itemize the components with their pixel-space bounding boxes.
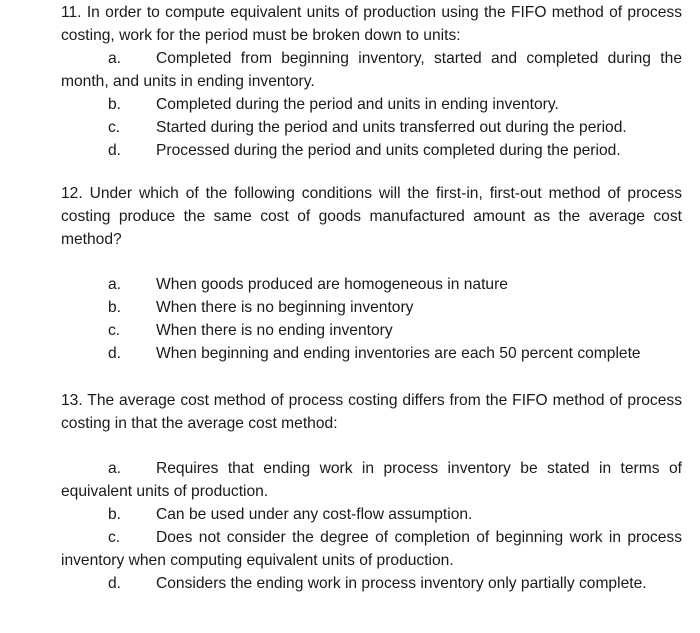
option-text: Completed during the period and units in ending inventory. — [156, 96, 559, 113]
question-12 — [61, 182, 682, 251]
option-text: When beginning and ending inventories are each 50 percent complete — [156, 345, 641, 362]
option-text: When there is no ending inventory — [156, 322, 393, 339]
question-13-option-d — [61, 572, 682, 595]
option-letter: b. — [108, 96, 122, 113]
option-text: Requires that ending work in process inventory be stated in terms of equivalent units of production. — [61, 460, 682, 500]
option-letter: d. — [108, 345, 122, 362]
option-letter: d. — [108, 575, 122, 592]
option-text: When goods produced are homogeneous in nature — [156, 276, 508, 293]
option-letter: a. — [108, 460, 122, 477]
question-13-option-b — [61, 503, 682, 526]
option-letter: a. — [108, 276, 122, 293]
question-13-option-c — [61, 526, 682, 572]
option-letter: a. — [108, 50, 122, 67]
option-letter: b. — [108, 299, 122, 316]
option-text: Completed from beginning inventory, started and completed during the month, and units in ending inventory. — [61, 50, 682, 90]
question-13-stem: 13. The average cost method of process costing differs from the FIFO method of process costing in that the average cost method: — [61, 392, 682, 432]
question-12-stem: 12. Under which of the following conditions will the first-in, first-out method of process costing produce the same cost of goods manufactured amount as the average cost method? — [61, 185, 682, 248]
question-13 — [61, 389, 682, 435]
question-13-option-a — [61, 457, 682, 503]
question-13-options — [61, 457, 682, 595]
question-12-option-c — [61, 319, 682, 342]
option-text: Started during the period and units transferred out during the period. — [156, 119, 627, 136]
option-letter: c. — [108, 322, 121, 339]
option-text: Can be used under any cost-flow assumption. — [156, 506, 473, 523]
question-11-stem: 11. In order to compute equivalent units of production using the FIFO method of process costing, work for the period must be broken down to units: — [61, 4, 682, 44]
question-12-options — [61, 273, 682, 365]
option-text: Does not consider the degree of completion of beginning work in process inventory when computing equivalent units of production. — [61, 529, 682, 569]
question-11-option-d — [61, 139, 682, 162]
option-letter: c. — [108, 119, 121, 136]
question-12-option-a — [61, 273, 682, 296]
question-11-option-a — [61, 47, 682, 93]
question-12-option-b — [61, 296, 682, 319]
option-letter: b. — [108, 506, 122, 523]
option-letter: c. — [108, 529, 121, 546]
question-11 — [61, 1, 682, 162]
question-11-option-c — [61, 116, 682, 139]
option-letter: d. — [108, 142, 122, 159]
question-12-option-d — [61, 342, 682, 365]
question-11-option-b — [61, 93, 682, 116]
option-text: Considers the ending work in process inventory only partially complete. — [156, 575, 647, 592]
option-text: Processed during the period and units completed during the period. — [156, 142, 621, 159]
option-text: When there is no beginning inventory — [156, 299, 414, 316]
